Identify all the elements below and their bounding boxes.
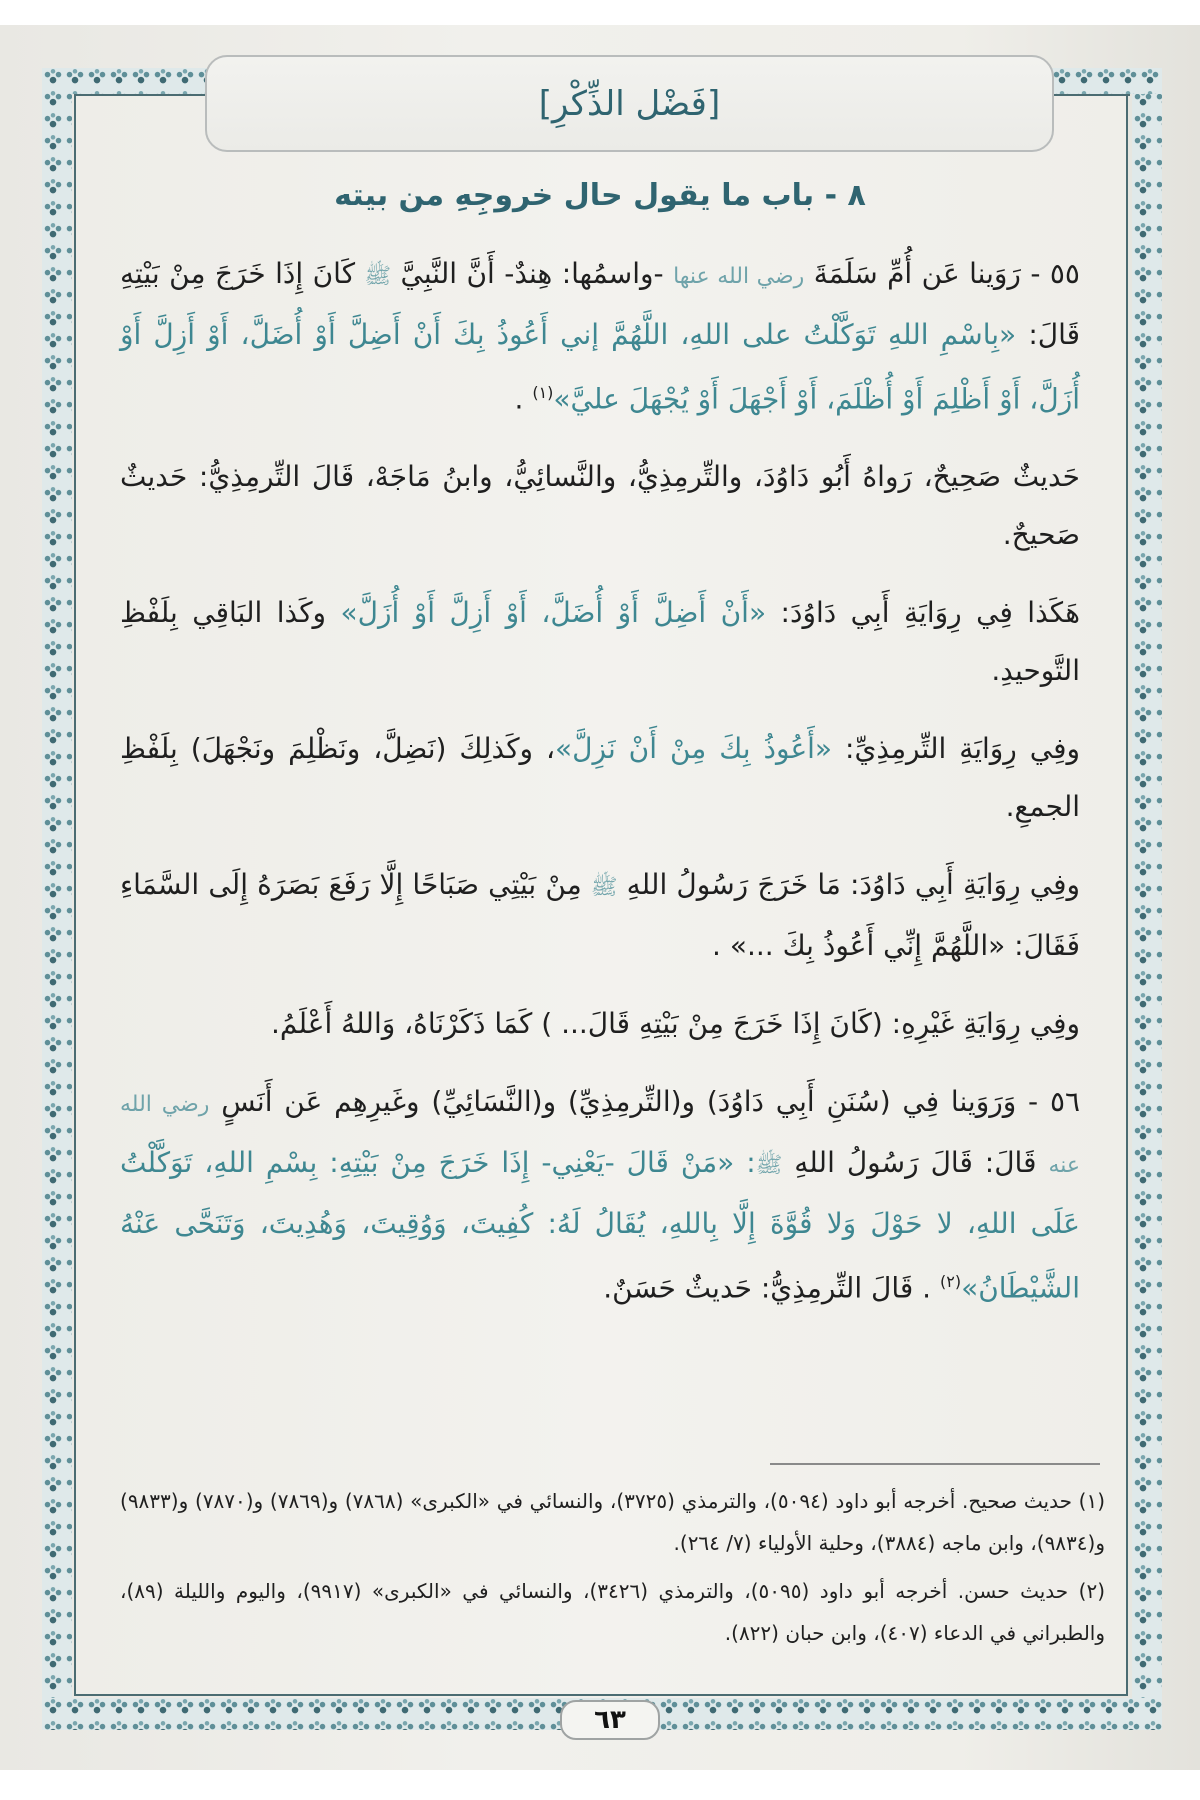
- abu-dawud2-post: مِنْ بَيْتِي صَبَاحًا إِلَّا رَفَعَ بَصَرَهُ إِلَى السَّمَاءِ فَقَالَ: «اللَّهُمَّ إِنِّي أَعُوذُ بِكَ ...» .: [120, 868, 1080, 963]
- hadith-56-end: . قَالَ التِّرمِذِيُّ: حَديثٌ حَسَنٌ.: [603, 1271, 932, 1305]
- hadith-55-lead: كَانَ إِذَا خَرَجَ مِنْ بَيْتِهِ قَالَ:: [120, 257, 1081, 351]
- running-title: [فَضْل الذِّكْرِ]: [538, 83, 721, 124]
- radiallahu-anha-icon: رضي الله عنها: [673, 264, 805, 289]
- chapter-title: ٨ - باب ما يقول حال خروجِهِ من بيته: [334, 178, 866, 213]
- tirmidhi-quote: «أَعُوذُ بِكَ مِنْ أَنْ نَزِلَّ»: [555, 732, 833, 766]
- tirmidhi-paragraph: [120, 720, 1080, 836]
- grading-text: حَديثٌ صَحِيحٌ، رَواهُ أَبُو دَاوُدَ، والتِّرمِذِيُّ، والنَّسائِيُّ، وابنُ مَاجَهْ، قَالَ التِّرمِذِيُّ: حَديثٌ صَحيحٌ.: [120, 460, 1080, 552]
- abu-dawud2-pre: وفِي رِوَايَةِ أَبِي دَاوُدَ: مَا خَرَجَ رَسُولُ اللهِ: [626, 868, 1081, 902]
- hadith-55-mid: -واسمُها: هِندٌ- أَنَّ النَّبِيَّ: [400, 257, 664, 290]
- salawat-icon: ﷺ: [590, 875, 618, 901]
- abu-dawud-post: وكَذا البَاقِي بِلَفْظِ التَّوحيدِ.: [120, 596, 1080, 688]
- page-number: ٦٣: [560, 1700, 660, 1740]
- abu-dawud-paragraph: [120, 584, 1080, 700]
- hadith-56-intro: ٥٦ - وَرَوَينا فِي (سُنَنِ أَبِي دَاوُدَ) و(التِّرمِذِيِّ) و(النَّسَائِيِّ) وغَيرِهِم عَن أَنَسٍ: [221, 1085, 1081, 1119]
- ornamental-border-left: [42, 68, 72, 1723]
- hadith-55-quote: «بِاسْمِ اللهِ تَوَكَّلْتُ على اللهِ، اللَّهُمَّ إني أَعُوذُ بِكَ أَنْ أَضِلَّ أَوْ أُضَلَّ، أَوْ أَزِلَّ أَوْ أُزَلَّ، أَوْ أَظْلِمَ أَوْ أُظْلَمَ، أَوْ أَجْهَلَ أَوْ يُجْهَلَ عليَّ»: [120, 318, 1080, 416]
- other-narration-paragraph: [120, 995, 1080, 1053]
- main-text: [120, 245, 1080, 1338]
- abu-dawud-second-paragraph: [120, 856, 1080, 975]
- hadith-56-quote: : «مَنْ قَالَ -يَعْنِي- إِذَا خَرَجَ مِنْ بَيْتِهِ: بِسْمِ اللهِ، تَوَكَّلْتُ عَلَى اللهِ، لا حَوْلَ وَلا قُوَّةَ إِلَّا بِاللهِ، يُقَالُ لَهُ: كُفِيتَ، وَوُقِيتَ، وَهُدِيتَ، وَتَنَحَّى عَنْهُ الشَّيْطَانُ»: [120, 1146, 1080, 1305]
- other-narration-text: وفِي رِوَايَةِ غَيْرِهِ: (كَانَ إِذَا خَرَجَ مِنْ بَيْتِهِ قَالَ... ) كَمَا ذَكَرْنَاهُ، وَاللهُ أَعْلَمُ.: [270, 1007, 1080, 1041]
- footnote-ref-1[interactable]: (١): [532, 383, 554, 402]
- ornamental-border-right: [1132, 68, 1162, 1723]
- salawat-icon: ﷺ: [364, 264, 392, 289]
- salawat-icon: ﷺ: [755, 1153, 783, 1179]
- grading-paragraph: [120, 448, 1080, 564]
- tirmidhi-pre: وفِي رِوَايَةِ التِّرمِذِيِّ:: [845, 732, 1081, 766]
- hadith-56: [120, 1073, 1080, 1317]
- footnote-ref-2[interactable]: (٢): [939, 1272, 962, 1292]
- footnotes: [120, 1480, 1105, 1660]
- running-header: [205, 55, 1054, 152]
- footnote-number: (١): [1078, 1489, 1106, 1513]
- hadith-55-intro: ٥٥ - رَوَينا عَن أُمِّ سَلَمَةَ: [813, 257, 1080, 290]
- abu-dawud-pre: هَكَذا فِي رِوَايَةِ أَبِي دَاوُدَ:: [780, 596, 1081, 630]
- footnote-2: [120, 1570, 1105, 1654]
- frame-line-top-left: [74, 94, 207, 96]
- hadith-55: [120, 245, 1080, 428]
- hadith-55-end: .: [514, 382, 524, 416]
- hadith-56-lead: قَالَ: قَالَ رَسُولُ اللهِ: [794, 1146, 1037, 1180]
- footnote-text: حديث حسن. أخرجه أبو داود (٥٠٩٥)، والترمذي (٣٤٢٦)، والنسائي في «الكبرى» (٩٩١٧)، واليوم والليلة (٨٩)، والطبراني في الدعاء (٤٠٧)، وابن حبان (٨٢٢).: [120, 1579, 1105, 1645]
- footnote-separator: [770, 1463, 1100, 1465]
- ornamental-border-top-left: [42, 68, 207, 94]
- footnote-text: حديث صحيح. أخرجه أبو داود (٥٠٩٤)، والترمذي (٣٧٢٥)، والنسائي في «الكبرى» (٧٨٦٨) و(٧٨٦٩) و(٧٨٧٠) و(٩٨٣٣) و(٩٨٣٤)، وابن ماجه (٣٨٨٤)، وحلية الأولياء (٧/ ٢٦٤).: [120, 1489, 1105, 1555]
- abu-dawud-quote: «أَنْ أَضِلَّ أَوْ أُضَلَّ، أَوْ أَزِلَّ أَوْ أُزَلَّ»: [340, 596, 767, 630]
- footnote-1: [120, 1480, 1105, 1564]
- footnote-number: (٢): [1078, 1579, 1106, 1603]
- tirmidhi-post: ، وكَذلِكَ (نَضِلَّ، ونَظْلِمَ ونَجْهَلَ) بِلَفْظِ الجمعِ.: [120, 732, 1080, 824]
- radiallahu-anhu-icon: رضي الله عنه: [120, 1092, 1081, 1179]
